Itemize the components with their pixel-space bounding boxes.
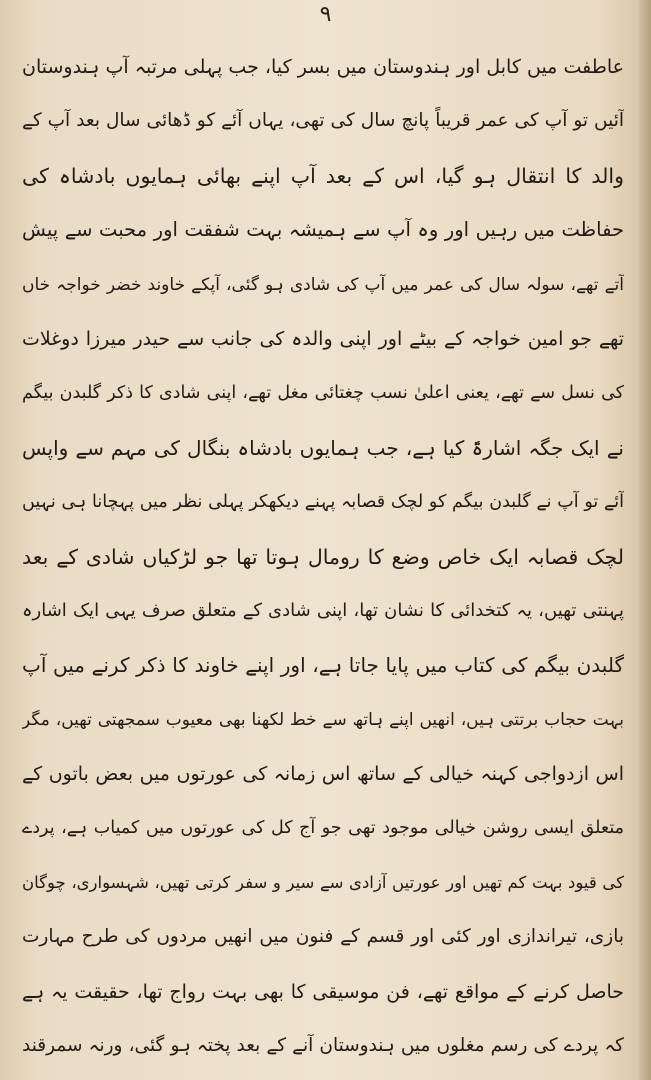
page-edge-shadow	[637, 0, 651, 1080]
text-line: آئیں تو آپ کی عمر قریباً پانچ سال کی تھی، یہاں آئے کو ڈھائی سال بعد آپ کے	[22, 110, 624, 132]
text-line: اس ازدواجی کہنہ خیالی کے ساتھ اس زمانہ کی عورتوں میں بعض باتوں کے	[22, 763, 624, 786]
text-line: کی نسل سے تھے، یعنی اعلیٰ نسب چغتائی مغل تھے، اپنی شادی کا ذکر گلبدن بیگم	[22, 383, 624, 404]
page-number: ۹	[319, 2, 332, 27]
text-line: بہت حجاب برتتی ہیں، انھیں اپنے ہاتھ سے خط لکھنا بھی معیوب سمجھتی تھیں، مگر	[22, 709, 624, 730]
text-line: کہ پردے کی رسم مغلوں میں ہندوستان آنے کے بعد پختہ ہو گئی، ورنہ سمرقند	[22, 1035, 624, 1057]
text-line: بازی، تیراندازی اور کئی اور قسم کے فنون میں انھیں مردوں کی طرح مہارت	[22, 926, 624, 948]
text-line: آتے تھے، سولہ سال کی عمر میں آپ کی شادی ہو گئی، آپکے خاوند خضر خواجہ خاں	[22, 274, 624, 295]
text-line: والد کا انتقال ہو گیا، اس کے بعد آپ اپنے بھائی ہمایوں بادشاہ کی	[22, 163, 624, 188]
text-line: حاصل کرنے کے مواقع تھے، فن موسیقی کا بھی بہت رواج تھا، حقیقت یہ ہے	[22, 980, 624, 1003]
text-line: متعلق ایسی روشن خیالی موجود تھی جو آج کل کی عورتوں میں کمیاب ہے، پردے	[22, 818, 624, 839]
text-line: حفاظت میں رہیں اور وہ آپ سے ہمیشہ بہت شفقت اور محبت سے پیش	[22, 218, 624, 242]
text-line: نے ایک جگہ اشارۃً کیا ہے، جب ہمایوں بادشاہ بنگال کی مہم سے واپس	[22, 435, 624, 460]
text-line: تھے جو امین خواجہ کے بیٹے اور اپنی والدہ کی جانب سے حیدر میرزا دوغلات	[22, 327, 624, 350]
text-line: آئے تو آپ نے گلبدن بیگم کو لچک قصابہ پہنے دیکھکر پہلی نظر میں پہچانا ہی نہیں	[22, 492, 624, 513]
body-text	[22, 40, 624, 1073]
text-line: کی قیود بہت کم تھیں اور عورتیں آزادی سے سیر و سفر کرتی تھیں، شہسواری، چوگان	[22, 872, 624, 892]
text-line: عاطفت میں کابل اور ہندوستان میں بسر کیا، جب پہلی مرتبہ آپ ہندوستان	[22, 56, 624, 78]
text-line: لچک قصابہ ایک خاص وضع کا رومال ہوتا تھا جو لڑکیاں شادی کے بعد	[22, 544, 624, 569]
text-line: گلبدن بیگم کی کتاب میں پایا جاتا ہے، اور اپنے خاوند کا ذکر کرنے میں آپ	[22, 653, 624, 678]
text-line: پہنتی تھیں، یہ کتخدائی کا نشان تھا، اپنی شادی کے متعلق صرف یہی ایک اشارہ	[22, 599, 624, 621]
